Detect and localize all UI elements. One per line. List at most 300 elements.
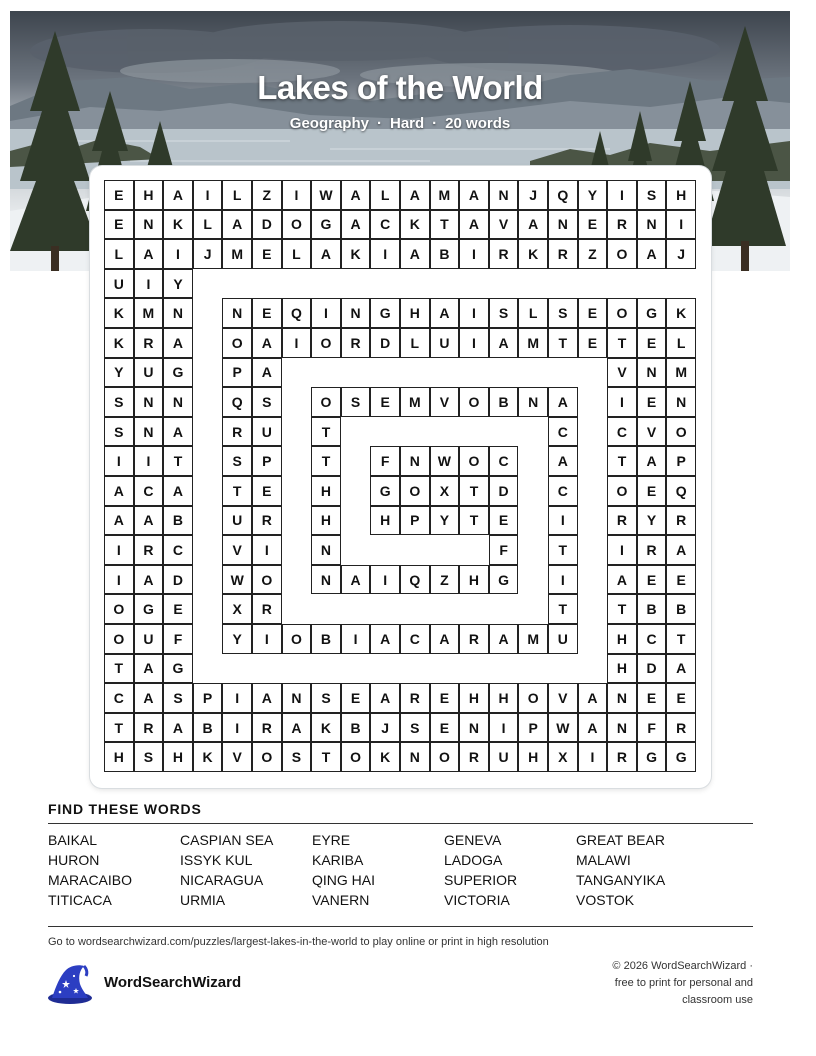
grid-cell[interactable]: E [489,506,519,536]
grid-cell[interactable]: H [666,180,696,210]
grid-cell[interactable]: C [400,624,430,654]
grid-cell[interactable]: H [459,565,489,595]
grid-cell[interactable]: O [607,239,637,269]
grid-cell[interactable]: F [163,624,193,654]
grid-cell[interactable]: K [104,298,134,328]
grid-cell[interactable]: A [163,476,193,506]
grid-cell[interactable]: R [548,239,578,269]
grid-cell[interactable]: K [518,239,548,269]
grid-cell[interactable]: V [607,358,637,388]
grid-cell[interactable]: R [400,683,430,713]
play-online-link[interactable]: Go to wordsearchwizard.com/puzzles/largest-lakes-in-the-world to play online or print in high resolution [48,936,549,948]
grid-cell[interactable]: I [134,269,164,299]
grid-cell[interactable]: T [104,713,134,743]
grid-cell[interactable]: I [252,624,282,654]
grid-cell[interactable]: P [518,713,548,743]
grid-cell[interactable]: W [548,713,578,743]
grid-cell[interactable]: H [459,683,489,713]
grid-cell[interactable]: Y [163,269,193,299]
grid-cell[interactable]: O [430,742,460,772]
grid-cell[interactable]: A [134,683,164,713]
grid-cell[interactable]: N [400,742,430,772]
grid-cell[interactable]: W [222,565,252,595]
grid-cell[interactable]: U [548,624,578,654]
grid-cell[interactable]: N [400,446,430,476]
grid-cell[interactable]: B [341,713,371,743]
grid-cell[interactable]: O [311,328,341,358]
grid-cell[interactable]: U [222,506,252,536]
grid-cell[interactable]: T [607,594,637,624]
grid-cell[interactable]: N [459,713,489,743]
grid-cell[interactable]: I [578,742,608,772]
grid-cell[interactable]: H [311,506,341,536]
grid-cell[interactable]: T [666,624,696,654]
grid-cell[interactable]: R [607,742,637,772]
grid-cell[interactable]: E [252,239,282,269]
grid-cell[interactable]: N [548,210,578,240]
grid-cell[interactable]: C [548,476,578,506]
grid-cell[interactable]: T [104,654,134,684]
grid-cell[interactable]: E [637,565,667,595]
grid-cell[interactable]: S [104,387,134,417]
grid-cell[interactable]: K [370,742,400,772]
grid-cell[interactable]: O [104,624,134,654]
grid-cell[interactable]: B [311,624,341,654]
grid-cell[interactable]: G [370,476,400,506]
grid-cell[interactable]: I [489,713,519,743]
grid-cell[interactable]: I [222,683,252,713]
grid-cell[interactable]: O [607,298,637,328]
grid-cell[interactable]: I [222,713,252,743]
grid-cell[interactable]: I [104,446,134,476]
grid-cell[interactable]: C [163,535,193,565]
grid-cell[interactable]: O [252,742,282,772]
grid-cell[interactable]: I [459,239,489,269]
grid-cell[interactable]: W [430,446,460,476]
grid-cell[interactable]: A [430,298,460,328]
grid-cell[interactable]: T [607,446,637,476]
grid-cell[interactable]: Y [637,506,667,536]
grid-cell[interactable]: J [370,713,400,743]
grid-cell[interactable]: G [637,298,667,328]
grid-cell[interactable]: T [311,417,341,447]
grid-cell[interactable]: H [104,742,134,772]
grid-cell[interactable]: N [311,565,341,595]
grid-cell[interactable]: X [430,476,460,506]
grid-cell[interactable]: J [518,180,548,210]
grid-cell[interactable]: E [666,683,696,713]
grid-cell[interactable]: A [311,239,341,269]
grid-cell[interactable]: C [548,417,578,447]
grid-cell[interactable]: P [252,446,282,476]
grid-cell[interactable]: G [637,742,667,772]
grid-cell[interactable]: J [666,239,696,269]
grid-cell[interactable]: S [163,683,193,713]
grid-cell[interactable]: M [400,387,430,417]
grid-cell[interactable]: D [163,565,193,595]
grid-cell[interactable]: I [311,298,341,328]
grid-cell[interactable]: L [193,210,223,240]
grid-cell[interactable]: A [666,654,696,684]
grid-cell[interactable]: C [134,476,164,506]
grid-cell[interactable]: A [548,387,578,417]
grid-cell[interactable]: A [341,210,371,240]
grid-cell[interactable]: E [578,328,608,358]
grid-cell[interactable]: I [666,210,696,240]
grid-cell[interactable]: E [252,298,282,328]
grid-cell[interactable]: K [193,742,223,772]
grid-cell[interactable]: S [548,298,578,328]
grid-cell[interactable]: I [370,565,400,595]
grid-cell[interactable]: B [489,387,519,417]
grid-cell[interactable]: A [548,446,578,476]
grid-cell[interactable]: M [518,624,548,654]
grid-cell[interactable]: C [607,417,637,447]
grid-cell[interactable]: M [518,328,548,358]
grid-cell[interactable]: N [637,358,667,388]
grid-cell[interactable]: X [548,742,578,772]
grid-cell[interactable]: T [459,476,489,506]
grid-cell[interactable]: T [163,446,193,476]
grid-cell[interactable]: M [430,180,460,210]
grid-cell[interactable]: E [430,713,460,743]
grid-cell[interactable]: O [459,387,489,417]
grid-cell[interactable]: O [282,210,312,240]
grid-cell[interactable]: D [637,654,667,684]
grid-cell[interactable]: N [134,210,164,240]
grid-cell[interactable]: U [430,328,460,358]
grid-cell[interactable]: A [134,565,164,595]
grid-cell[interactable]: R [252,594,282,624]
grid-cell[interactable]: R [134,713,164,743]
grid-cell[interactable]: A [400,180,430,210]
grid-cell[interactable]: I [548,565,578,595]
grid-cell[interactable]: A [252,358,282,388]
grid-cell[interactable]: P [222,358,252,388]
grid-cell[interactable]: S [134,742,164,772]
grid-cell[interactable]: Y [430,506,460,536]
grid-cell[interactable]: N [134,417,164,447]
grid-cell[interactable]: B [163,506,193,536]
grid-cell[interactable]: S [637,180,667,210]
grid-cell[interactable]: K [666,298,696,328]
grid-cell[interactable]: H [134,180,164,210]
grid-cell[interactable]: N [341,298,371,328]
grid-cell[interactable]: B [637,594,667,624]
grid-cell[interactable]: U [134,624,164,654]
grid-cell[interactable]: R [252,713,282,743]
grid-cell[interactable]: G [666,742,696,772]
grid-cell[interactable]: V [430,387,460,417]
grid-cell[interactable]: I [370,239,400,269]
grid-cell[interactable]: R [666,713,696,743]
grid-cell[interactable]: A [134,239,164,269]
grid-cell[interactable]: O [459,446,489,476]
grid-cell[interactable]: A [400,239,430,269]
grid-cell[interactable]: P [400,506,430,536]
grid-cell[interactable]: A [282,713,312,743]
grid-cell[interactable]: I [459,328,489,358]
grid-cell[interactable]: V [489,210,519,240]
grid-cell[interactable]: S [222,446,252,476]
grid-cell[interactable]: A [578,683,608,713]
grid-cell[interactable]: S [341,387,371,417]
grid-cell[interactable]: I [104,565,134,595]
grid-cell[interactable]: L [104,239,134,269]
grid-cell[interactable]: Y [222,624,252,654]
grid-cell[interactable]: L [222,180,252,210]
grid-cell[interactable]: E [637,387,667,417]
grid-cell[interactable]: N [637,210,667,240]
grid-cell[interactable]: H [607,624,637,654]
grid-cell[interactable]: A [637,239,667,269]
grid-cell[interactable]: A [578,713,608,743]
grid-cell[interactable]: T [607,328,637,358]
grid-cell[interactable]: E [104,180,134,210]
grid-cell[interactable]: Z [578,239,608,269]
grid-cell[interactable]: Q [400,565,430,595]
grid-cell[interactable]: S [311,683,341,713]
grid-cell[interactable]: A [370,683,400,713]
grid-cell[interactable]: E [163,594,193,624]
grid-cell[interactable]: N [489,180,519,210]
grid-cell[interactable]: A [518,210,548,240]
grid-cell[interactable]: N [222,298,252,328]
grid-cell[interactable]: I [341,624,371,654]
grid-cell[interactable]: I [459,298,489,328]
grid-cell[interactable]: E [637,328,667,358]
grid-cell[interactable]: G [134,594,164,624]
grid-cell[interactable]: I [252,535,282,565]
grid-cell[interactable]: A [252,328,282,358]
grid-cell[interactable]: N [163,387,193,417]
grid-cell[interactable]: A [163,180,193,210]
grid-cell[interactable]: T [222,476,252,506]
grid-cell[interactable]: Y [578,180,608,210]
grid-cell[interactable]: Y [104,358,134,388]
grid-cell[interactable]: P [193,683,223,713]
grid-cell[interactable]: D [370,328,400,358]
grid-cell[interactable]: N [607,713,637,743]
grid-cell[interactable]: N [518,387,548,417]
grid-cell[interactable]: O [252,565,282,595]
grid-cell[interactable]: V [222,742,252,772]
grid-cell[interactable]: E [430,683,460,713]
grid-cell[interactable]: S [104,417,134,447]
grid-cell[interactable]: O [104,594,134,624]
grid-cell[interactable]: A [163,328,193,358]
grid-cell[interactable]: I [163,239,193,269]
grid-cell[interactable]: A [104,506,134,536]
grid-cell[interactable]: O [311,387,341,417]
grid-cell[interactable]: A [489,624,519,654]
grid-cell[interactable]: G [163,358,193,388]
grid-cell[interactable]: N [163,298,193,328]
grid-cell[interactable]: R [607,210,637,240]
grid-cell[interactable]: A [104,476,134,506]
grid-cell[interactable]: Z [252,180,282,210]
grid-cell[interactable]: H [163,742,193,772]
grid-cell[interactable]: R [489,239,519,269]
grid-cell[interactable]: I [607,180,637,210]
grid-cell[interactable]: D [252,210,282,240]
grid-cell[interactable]: B [666,594,696,624]
grid-cell[interactable]: K [311,713,341,743]
grid-cell[interactable]: Q [222,387,252,417]
grid-cell[interactable]: A [666,535,696,565]
grid-cell[interactable]: I [193,180,223,210]
grid-cell[interactable]: I [548,506,578,536]
grid-cell[interactable]: E [578,298,608,328]
grid-cell[interactable]: T [430,210,460,240]
grid-cell[interactable]: T [548,535,578,565]
grid-cell[interactable]: A [341,565,371,595]
grid-cell[interactable]: M [134,298,164,328]
grid-cell[interactable]: V [222,535,252,565]
grid-cell[interactable]: U [134,358,164,388]
grid-cell[interactable]: R [459,624,489,654]
grid-cell[interactable]: A [489,328,519,358]
grid-cell[interactable]: J [193,239,223,269]
grid-cell[interactable]: H [489,683,519,713]
grid-cell[interactable]: A [341,180,371,210]
grid-cell[interactable]: R [134,535,164,565]
grid-cell[interactable]: T [459,506,489,536]
grid-cell[interactable]: L [518,298,548,328]
grid-cell[interactable]: R [222,417,252,447]
grid-cell[interactable]: G [370,298,400,328]
grid-cell[interactable]: I [607,387,637,417]
grid-cell[interactable]: A [459,210,489,240]
grid-cell[interactable]: O [607,476,637,506]
grid-cell[interactable]: L [282,239,312,269]
grid-cell[interactable]: R [252,506,282,536]
grid-cell[interactable]: O [282,624,312,654]
grid-cell[interactable]: T [548,594,578,624]
grid-cell[interactable]: F [637,713,667,743]
grid-cell[interactable]: R [459,742,489,772]
grid-cell[interactable]: H [607,654,637,684]
grid-cell[interactable]: U [104,269,134,299]
grid-cell[interactable]: H [370,506,400,536]
grid-cell[interactable]: R [666,506,696,536]
grid-cell[interactable]: L [370,180,400,210]
grid-cell[interactable]: U [252,417,282,447]
grid-cell[interactable]: I [607,535,637,565]
grid-cell[interactable]: C [370,210,400,240]
grid-cell[interactable]: N [134,387,164,417]
grid-cell[interactable]: K [341,239,371,269]
grid-cell[interactable]: W [311,180,341,210]
grid-cell[interactable]: S [252,387,282,417]
grid-cell[interactable]: P [666,446,696,476]
grid-cell[interactable]: N [607,683,637,713]
grid-cell[interactable]: Q [282,298,312,328]
grid-cell[interactable]: S [489,298,519,328]
grid-cell[interactable]: G [489,565,519,595]
grid-cell[interactable]: F [370,446,400,476]
grid-cell[interactable]: G [311,210,341,240]
grid-cell[interactable]: E [578,210,608,240]
grid-cell[interactable]: I [134,446,164,476]
grid-cell[interactable]: X [222,594,252,624]
grid-cell[interactable]: E [666,565,696,595]
grid-cell[interactable]: E [637,476,667,506]
grid-cell[interactable]: D [489,476,519,506]
grid-cell[interactable]: N [666,387,696,417]
grid-cell[interactable]: I [104,535,134,565]
grid-cell[interactable]: G [163,654,193,684]
grid-cell[interactable]: S [282,742,312,772]
grid-cell[interactable]: E [370,387,400,417]
grid-cell[interactable]: K [163,210,193,240]
grid-cell[interactable]: Z [430,565,460,595]
grid-cell[interactable]: A [134,506,164,536]
grid-cell[interactable]: O [518,683,548,713]
grid-cell[interactable]: F [489,535,519,565]
grid-cell[interactable]: R [341,328,371,358]
grid-cell[interactable]: I [282,328,312,358]
grid-cell[interactable]: T [548,328,578,358]
grid-cell[interactable]: T [311,446,341,476]
grid-cell[interactable]: T [311,742,341,772]
grid-cell[interactable]: S [400,713,430,743]
grid-cell[interactable]: K [104,328,134,358]
grid-cell[interactable]: A [163,417,193,447]
grid-cell[interactable]: R [607,506,637,536]
grid-cell[interactable]: B [430,239,460,269]
grid-cell[interactable]: A [252,683,282,713]
grid-cell[interactable]: E [252,476,282,506]
grid-cell[interactable]: C [489,446,519,476]
grid-cell[interactable]: V [637,417,667,447]
grid-cell[interactable]: A [370,624,400,654]
grid-cell[interactable]: O [666,417,696,447]
grid-cell[interactable]: A [430,624,460,654]
grid-cell[interactable]: A [222,210,252,240]
grid-cell[interactable]: M [666,358,696,388]
grid-cell[interactable]: A [134,654,164,684]
grid-cell[interactable]: O [400,476,430,506]
grid-cell[interactable]: V [548,683,578,713]
grid-cell[interactable]: E [341,683,371,713]
grid-cell[interactable]: O [222,328,252,358]
grid-cell[interactable]: H [518,742,548,772]
grid-cell[interactable]: A [459,180,489,210]
grid-cell[interactable]: A [637,446,667,476]
grid-cell[interactable]: R [637,535,667,565]
grid-cell[interactable]: H [400,298,430,328]
grid-cell[interactable]: Q [666,476,696,506]
grid-cell[interactable]: U [489,742,519,772]
grid-cell[interactable]: A [607,565,637,595]
grid-cell[interactable]: N [282,683,312,713]
grid-cell[interactable]: L [400,328,430,358]
grid-cell[interactable]: K [400,210,430,240]
grid-cell[interactable]: I [282,180,312,210]
grid-cell[interactable]: Q [548,180,578,210]
grid-cell[interactable]: A [163,713,193,743]
grid-cell[interactable]: R [134,328,164,358]
grid-cell[interactable]: H [311,476,341,506]
grid-cell[interactable]: E [637,683,667,713]
grid-cell[interactable]: M [222,239,252,269]
grid-cell[interactable]: N [311,535,341,565]
grid-cell[interactable]: E [104,210,134,240]
grid-cell[interactable]: C [104,683,134,713]
grid-cell[interactable]: C [637,624,667,654]
grid-cell[interactable]: B [193,713,223,743]
